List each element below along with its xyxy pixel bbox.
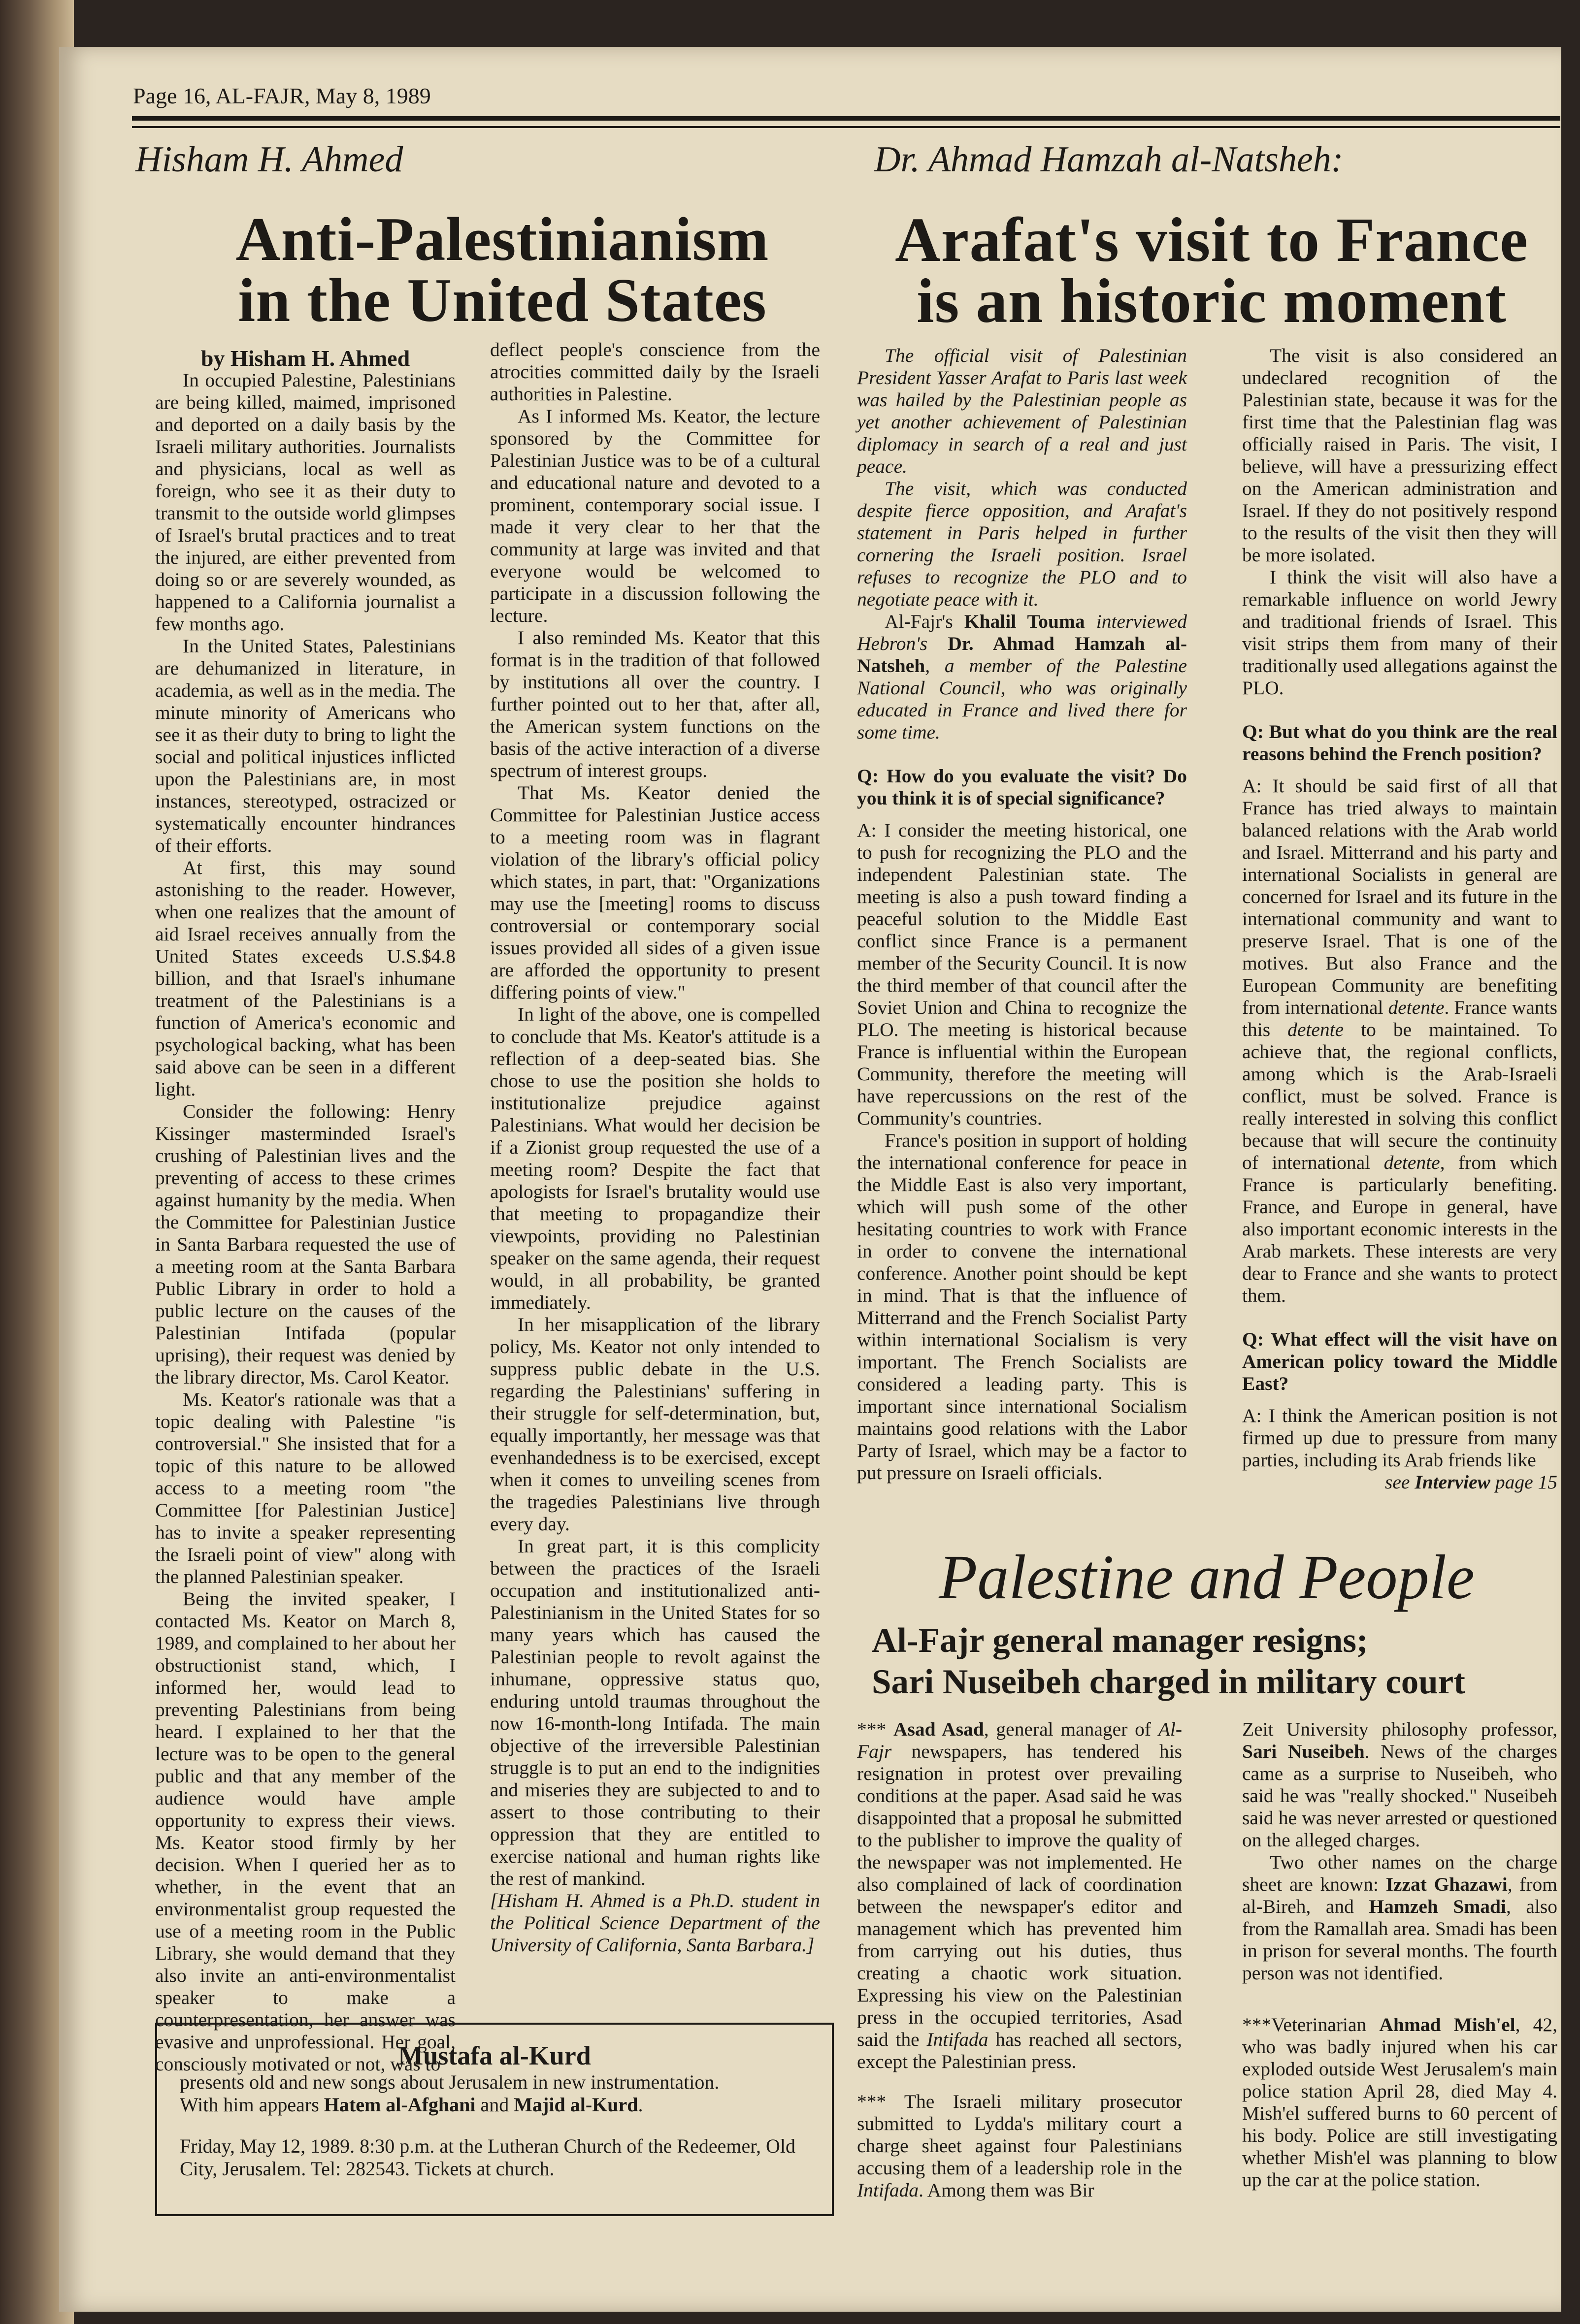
- person-name: Sari Nuseibeh: [1242, 1741, 1365, 1762]
- text-span: detente: [1388, 997, 1445, 1018]
- paragraph: At first, this may sound astonishing to the reader. However, when one realizes that the amount of aid Israel receives annually from the United States exceeds U.S.$4.8 billion, and that Israel's inhumane treatment of the Palestinians is a function of America's economic and psychological backing, what has been said above can be seen in a different light.: [155, 857, 456, 1100]
- ad-text-span: and: [475, 2094, 514, 2116]
- text-span: interviewed Hebron's: [857, 611, 1187, 654]
- interviewee-name: Dr. Ahmad Hamzah al-Natsheh: [857, 633, 1187, 677]
- interview-answer: A: I think the American position is not firmed up due to pressure from many parties, including its Arab friends like: [1242, 1405, 1557, 1471]
- person-name: Hamzeh Smadi: [1369, 1896, 1506, 1917]
- news-item: [1242, 1718, 1557, 1851]
- paragraph: I also reminded Ms. Keator that this format is in the tradition of that followed by institutions all over the country. I further pointed out to her that, after all, the American system functions on the basis of the active interaction of a diverse spectrum of interest groups.: [490, 627, 820, 781]
- right-headline-line-1: Arafat's visit to France: [895, 205, 1528, 275]
- person-name: Asad Asad: [893, 1718, 984, 1740]
- news-item: [1242, 2014, 1557, 2191]
- text-span: . Among them was Bir: [919, 2179, 1094, 2201]
- ad-text-span: .: [638, 2094, 643, 2116]
- continued-reference: [1242, 1471, 1557, 1493]
- text-span: *** The Israeli military prosecutor submitted to Lydda's military court a charge sheet against four Palestinians accusing them of a leadership role in the: [857, 2091, 1182, 2179]
- text-span: Interview: [1415, 1471, 1490, 1493]
- text-span: Intifada: [857, 2179, 919, 2201]
- left-article-column-2: [490, 339, 820, 1956]
- left-headline-line-2: in the United States: [238, 266, 767, 335]
- section-column-1: [857, 1718, 1182, 2201]
- right-article-kicker: Dr. Ahmad Hamzah al-Natsheh:: [874, 139, 1344, 180]
- paragraph: In occupied Palestine, Palestinians are being killed, maimed, imprisoned and deported on a daily basis by the Israeli military authorities. Journalists and physicians, local as well as foreign, who see it as their duty to transmit to the outside world glimpses of Israel's brutal practices and to treat the injured, are either prevented from doing so or are severely wounded, as happened to a California journalist a few months ago.: [155, 369, 456, 635]
- text-span: Al-Fajr: [857, 1718, 1182, 1762]
- author-bio: [Hisham H. Ahmed is a Ph.D. student in the Political Science Department of the University of California, Santa Barbara.]: [490, 1890, 820, 1956]
- text-span: , from al-Bireh, and: [1242, 1873, 1557, 1917]
- paragraph: Being the invited speaker, I contacted Ms. Keator on March 8, 1989, and complained to her about her obstructionist stand, which, I informed her, would lead to preventing Palestinians from being heard. I explained to her that the lecture was to be open to the general public and that any member of the audience would have ample opportunity to express their views. Ms. Keator stood firmly by her decision. When I queried her as to whether, in the event that an environmentalist group requested the use of a meeting room in the Public Library, she would demand that they also invite an anti-environmentalist speaker to make a counterpresentation, her answer was evasive and unprofessional. Her goal, consciously motivated or not, was to: [155, 1588, 456, 2075]
- text-span: , general manager of: [984, 1718, 1158, 1740]
- ad-text: [157, 2071, 832, 2180]
- text-span: detente: [1287, 1019, 1344, 1040]
- text-span: Al-Fajr's: [885, 611, 964, 632]
- left-article-kicker: Hisham H. Ahmed: [135, 139, 403, 180]
- text-span: to be maintained. To achieve that, the regional conflicts, among which is the Arab-Israeli conflict, must be solved. France is really interested in solving this conflict because that will secure the continuity of international: [1242, 1019, 1557, 1173]
- paragraph: In light of the above, one is compelled to conclude that Ms. Keator's attitude is a reflection of a deep-seated bias. She chose to use the position she holds to institutionalize prejudice against Palestinians. What would her decision be if a Zionist group requested the use of a meeting room? Despite the fact that apologists for Israel's brutality would use that meeting to propagandize their viewpoints, providing no Palestinian speaker on the same agenda, their request would, in all probability, be granted immediately.: [490, 1003, 820, 1313]
- ad-performer-name: Majid al-Kurd: [514, 2094, 638, 2116]
- text-span: , also from the Ramallah area. Smadi has been in prison for several months. The fourth person was not identified.: [1242, 1896, 1557, 1984]
- left-article-headline: [148, 205, 857, 335]
- interview-question: Q: But what do you think are the real reasons behind the French position?: [1242, 721, 1557, 765]
- news-item: [1242, 1851, 1557, 1984]
- section-column-2: [1242, 1718, 1557, 2191]
- section-headline: [872, 1620, 1561, 1703]
- concert-ad-box: [155, 2023, 834, 2216]
- text-span: , a member of the Palestine National Council, who was originally educated in France and lived there for some time.: [857, 655, 1187, 743]
- text-span: Two other names on the charge sheet are known:: [1242, 1851, 1557, 1895]
- right-article-column-3: [857, 345, 1187, 1484]
- top-rule-thin: [132, 126, 1560, 128]
- right-article-column-4: [1242, 345, 1557, 1493]
- top-rule: [132, 116, 1560, 121]
- section-headline-line-1: Al-Fajr general manager resigns;: [872, 1621, 1368, 1660]
- intro-credit: [857, 611, 1187, 743]
- left-article-column-1: [155, 347, 456, 2075]
- text-span: Intifada: [926, 2029, 988, 2050]
- text-span: . News of the charges came as a surprise to Nuseibeh, who said he was "really shocked." Nuseibeh said he was never arrested or questioned on the alleged charges.: [1242, 1741, 1557, 1851]
- interview-answer: The visit is also considered an undeclared recognition of the Palestinian state, because it was for the first time that the Palestinian flag was officially raised in Paris. The visit, I believe, will have a pressurizing effect on the American administration and Israel. If they do not positively respond to the results of the visit then they will be more isolated.: [1242, 345, 1557, 566]
- left-headline-line-1: Anti-Palestinianism: [235, 205, 769, 274]
- paragraph: Consider the following: Henry Kissinger masterminded Israel's crushing of Palestinian lives and the preventing of access to these crimes against humanity by the media. When the Committee for Palestinian Justice in Santa Barbara requested the use of a meeting room at the Santa Barbara Public Library in order to hold a public lecture on the causes of the Palestinian Intifada (popular uprising), their request was denied by the library director, Ms. Carol Keator.: [155, 1100, 456, 1388]
- paragraph: As I informed Ms. Keator, the lecture sponsored by the Committee for Palestinian Justice was to be of a cultural and educational nature and devoted to a prominent, contemporary social issue. I made it very clear to her that the community at large was invited and that everyone would be welcomed to participate in a discussion following the lecture.: [490, 405, 820, 626]
- text-span: ***Veterinarian: [1242, 2014, 1380, 2035]
- text-span: A: It should be said first of all that France has tried always to maintain balanced relations with the Arab world and Israel. Mitterrand and his party and international Socialists in general are concerned for Israel and its future in the international community and want to preserve Israel. That is one of the motives. But also France and the European Community are benefiting from international: [1242, 775, 1557, 1018]
- left-article-byline: by Hisham H. Ahmed: [200, 346, 410, 371]
- text-span: , 42, who was badly injured when his car exploded outside West Jerusalem's main police station April 28, died May 4. Mish'el suffered burns to 60 percent of his body. Police are still investigating whether Mish'el was planning to blow up the car at the police station.: [1242, 2014, 1557, 2191]
- right-article-headline: [867, 205, 1556, 336]
- text-span: Zeit University philosophy professor,: [1242, 1718, 1557, 1740]
- intro-paragraph: The visit, which was conducted despite fierce opposition, and Arafat's statement in Paris helped in further cornering the Israeli position. Israel refuses to recognize the PLO and to negotiate peace with it.: [857, 478, 1187, 610]
- interview-answer: I think the visit will also have a remarkable influence on world Jewry and traditional friends of Israel. This visit strips them from many of their traditionally used allegations against the PLO.: [1242, 566, 1557, 699]
- text-span: ***: [857, 1718, 893, 1740]
- section-headline-line-2: Sari Nuseibeh charged in military court: [872, 1663, 1465, 1701]
- news-item: [857, 1718, 1182, 2073]
- paragraph: Ms. Keator's rationale was that a topic dealing with Palestine "is controversial." She insisted that for a topic of this nature to be allowed access to a meeting room "the Committee [for Palestinian Justice] has to invite a speaker representing the Israeli point of view" along with the planned Palestinian speaker.: [155, 1388, 456, 1587]
- news-item: [857, 2091, 1182, 2201]
- text-span: . France wants this: [1242, 997, 1558, 1040]
- ad-performer-name: Hatem al-Afghani: [324, 2094, 476, 2116]
- text-span: detente,: [1383, 1152, 1445, 1173]
- paragraph: In her misapplication of the library policy, Ms. Keator not only intended to suppress public debate in the U.S. regarding the Palestinians' suffering in their struggle for self-determination, but, equally importantly, her message was that evenhandedness is to be exercised, except when it comes to unveiling scenes from the tragedies Palestinians live through every day.: [490, 1314, 820, 1535]
- intro-paragraph: The official visit of Palestinian President Yasser Arafat to Paris last week was hailed by the Palestinian people as yet another achievement of Palestinian diplomacy in search of a real and just peace.: [857, 345, 1187, 477]
- interview-question: Q: How do you evaluate the visit? Do you think it is of special significance?: [857, 765, 1187, 809]
- paragraph: deflect people's conscience from the atrocities committed daily by the Israeli authorities in Palestine.: [490, 339, 820, 405]
- ad-text-span: With him appears: [180, 2094, 324, 2116]
- person-name: Ahmad Mish'el: [1379, 2014, 1515, 2035]
- text-span: from which France is particularly benefiting. France, and Europe in general, have also important economic interests in the Arab markets. These interests are very dear to France and she wants to protect them.: [1242, 1152, 1557, 1306]
- ad-line-3: Friday, May 12, 1989. 8:30 p.m. at the Lutheran Church of the Redeemer, Old City, Jerusalem. Tel: 282543. Tickets at church.: [180, 2135, 795, 2180]
- paragraph: In great part, it is this complicity between the practices of the Israeli occupation and institutionalized anti-Palestinianism in the United States for so many years which has caused the Palestinian people to revolt against the inhumane, oppressive status quo, enduring untold traumas throughout the now 16-month-long Intifada. The main objective of the irreversible Palestinian struggle is to put an end to the indignities and miseries they are subjected to and to assert to those contributing to their oppression that they are entitled to exercise national and human rights like the rest of mankind.: [490, 1535, 820, 1889]
- ad-line-1: presents old and new songs about Jerusalem in new instrumentation.: [180, 2071, 720, 2093]
- text-span: page 15: [1490, 1471, 1557, 1493]
- interview-answer: [1242, 775, 1557, 1307]
- text-span: has reached all sectors, except the Palestinian press.: [857, 2029, 1182, 2072]
- section-title: Palestine and People: [939, 1542, 1475, 1612]
- text-span: see: [1385, 1471, 1415, 1493]
- paragraph: In the United States, Palestinians are dehumanized in literature, in academia, as well as in the media. The minute minority of Americans who see it as their duty to bring to light the social and political injustices inflicted upon the Palestinians are, in most instances, stereotyped, ostracized or systematically encounter hindrances of their efforts.: [155, 635, 456, 856]
- ad-line-2: [180, 2094, 809, 2116]
- ad-title: Mustafa al-Kurd: [398, 2041, 591, 2070]
- person-name: Izzat Ghazawi: [1385, 1873, 1508, 1895]
- right-headline-line-2: is an historic moment: [917, 266, 1507, 336]
- page-folio: Page 16, AL-FAJR, May 8, 1989: [133, 83, 431, 108]
- interviewer-name: Khalil Touma: [964, 611, 1085, 632]
- interview-question: Q: What effect will the visit have on American policy toward the Middle East?: [1242, 1328, 1557, 1394]
- paragraph: That Ms. Keator denied the Committee for Palestinian Justice access to a meeting room was in flagrant violation of the library's official policy which states, in part, that: "Organizations may use the [meeting] rooms to discuss controversial or contemporary social issues provided all sides of a given issue are afforded the opportunity to present differing points of view.": [490, 782, 820, 1003]
- text-span: newspapers, has tendered his resignation in protest over prevailing conditions at the paper. Asad said he was disappointed that a proposal he submitted to the publisher to improve the quality of the newspaper was not implemented. He also complained of lack of coordination between the newspaper's editor and management which has prevented him from carrying out his duties, thus creating a chaotic work situation. Expressing his view on the Palestinian press in the occupied territories, Asad said the: [857, 1741, 1182, 2050]
- interview-answer: A: I consider the meeting historical, one to push for recognizing the PLO and the independent Palestinian state. The meeting is also a push toward finding a peaceful solution to the Middle East conflict since France is a permanent member of the Security Council. It is now the third member of that council after the Soviet Union and China to recognize the PLO. The meeting is historical because France is influential within the European Community, therefore the meeting will have repercussions on the rest of the Community's countries.: [857, 819, 1187, 1129]
- interview-answer: France's position in support of holding the international conference for peace in the Middle East is also very important, which will push some of the other hesitating countries to work with France in order to convene the international conference. Another point should be kept in mind. That is that the influence of Mitterrand and the French Socialist Party within international Socialism is very important. The French Socialists are considered a leading party. This is important since international Socialism maintains good relations with the Labor Party of Israel, which may be a factor to put pressure on Israeli officials.: [857, 1130, 1187, 1484]
